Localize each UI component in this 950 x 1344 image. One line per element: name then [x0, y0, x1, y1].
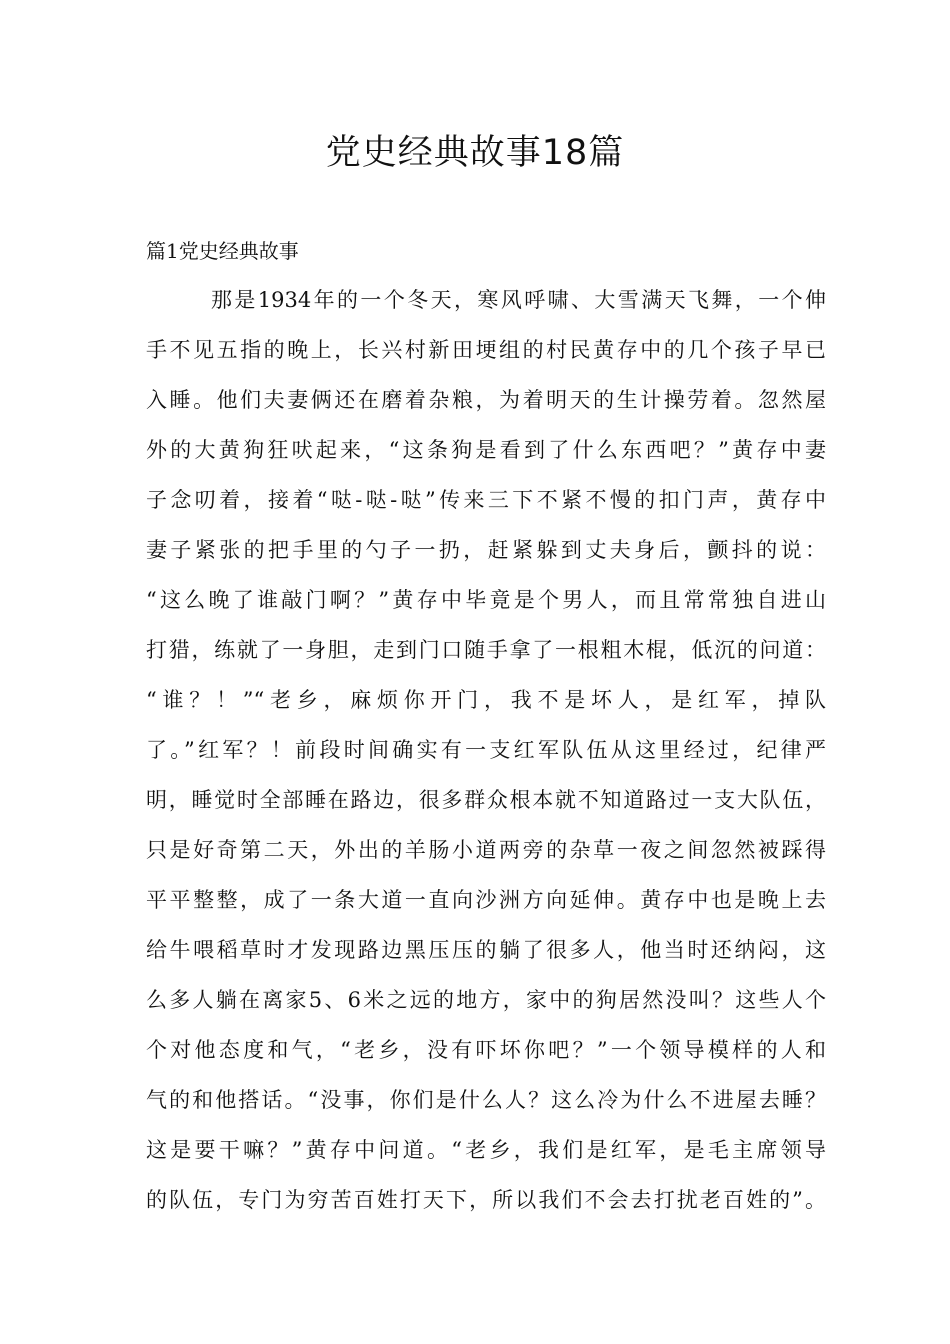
- section-heading: 篇1党史经典故事: [146, 239, 299, 263]
- paragraph-line: 打猎，练就了一身胆，走到门口随手拿了一根粗木棍，低沉的问道：: [146, 638, 826, 662]
- paragraph-line: 平平整整，成了一条大道一直向沙洲方向延伸。黄存中也是晚上去: [146, 888, 826, 912]
- paragraph-line: 妻子紧张的把手里的勺子一扔，赶紧躲到丈夫身后，颤抖的说：: [146, 538, 826, 562]
- paragraph-line: 了。”红军？！前段时间确实有一支红军队伍从这里经过，纪律严: [146, 738, 826, 762]
- paragraph-line: 的队伍，专门为穷苦百姓打天下，所以我们不会去打扰老百姓的”。: [146, 1188, 826, 1212]
- paragraph-line: 么多人躺在离家5、6米之远的地方，家中的狗居然没叫？这些人个: [146, 988, 826, 1012]
- paragraph-line: 那是1934年的一个冬天，寒风呼啸、大雪满天飞舞，一个伸: [211, 288, 826, 312]
- paragraph-line: 外的大黄狗狂吠起来，“这条狗是看到了什么东西吧？”黄存中妻: [146, 438, 826, 462]
- paragraph-line: 给牛喂稻草时才发现路边黑压压的躺了很多人，他当时还纳闷，这: [146, 938, 826, 962]
- document-title: 党史经典故事18篇: [325, 133, 625, 173]
- paragraph-line: 个对他态度和气，“老乡，没有吓坏你吧？”一个领导模样的人和: [146, 1038, 826, 1062]
- story-paragraph: [146, 284, 826, 1234]
- paragraph-line: 子念叨着，接着“哒-哒-哒”传来三下不紧不慢的扣门声，黄存中: [146, 488, 826, 512]
- paragraph-line: 气的和他搭话。“没事，你们是什么人？这么冷为什么不进屋去睡？: [146, 1088, 826, 1112]
- paragraph-line: 明，睡觉时全部睡在路边，很多群众根本就不知道路过一支大队伍，: [146, 788, 826, 812]
- paragraph-line: 只是好奇第二天，外出的羊肠小道两旁的杂草一夜之间忽然被踩得: [146, 838, 826, 862]
- paragraph-line: 这是要干嘛？”黄存中问道。“老乡，我们是红军，是毛主席领导: [146, 1138, 826, 1162]
- paragraph-line: “谁？！”“老乡，麻烦你开门，我不是坏人，是红军，掉队: [146, 688, 826, 712]
- paragraph-line: 手不见五指的晚上，长兴村新田埂组的村民黄存中的几个孩子早已: [146, 338, 826, 362]
- paragraph-line: 入睡。他们夫妻俩还在磨着杂粮，为着明天的生计操劳着。忽然屋: [146, 388, 826, 412]
- paragraph-line: “这么晚了谁敲门啊？”黄存中毕竟是个男人，而且常常独自进山: [146, 588, 826, 612]
